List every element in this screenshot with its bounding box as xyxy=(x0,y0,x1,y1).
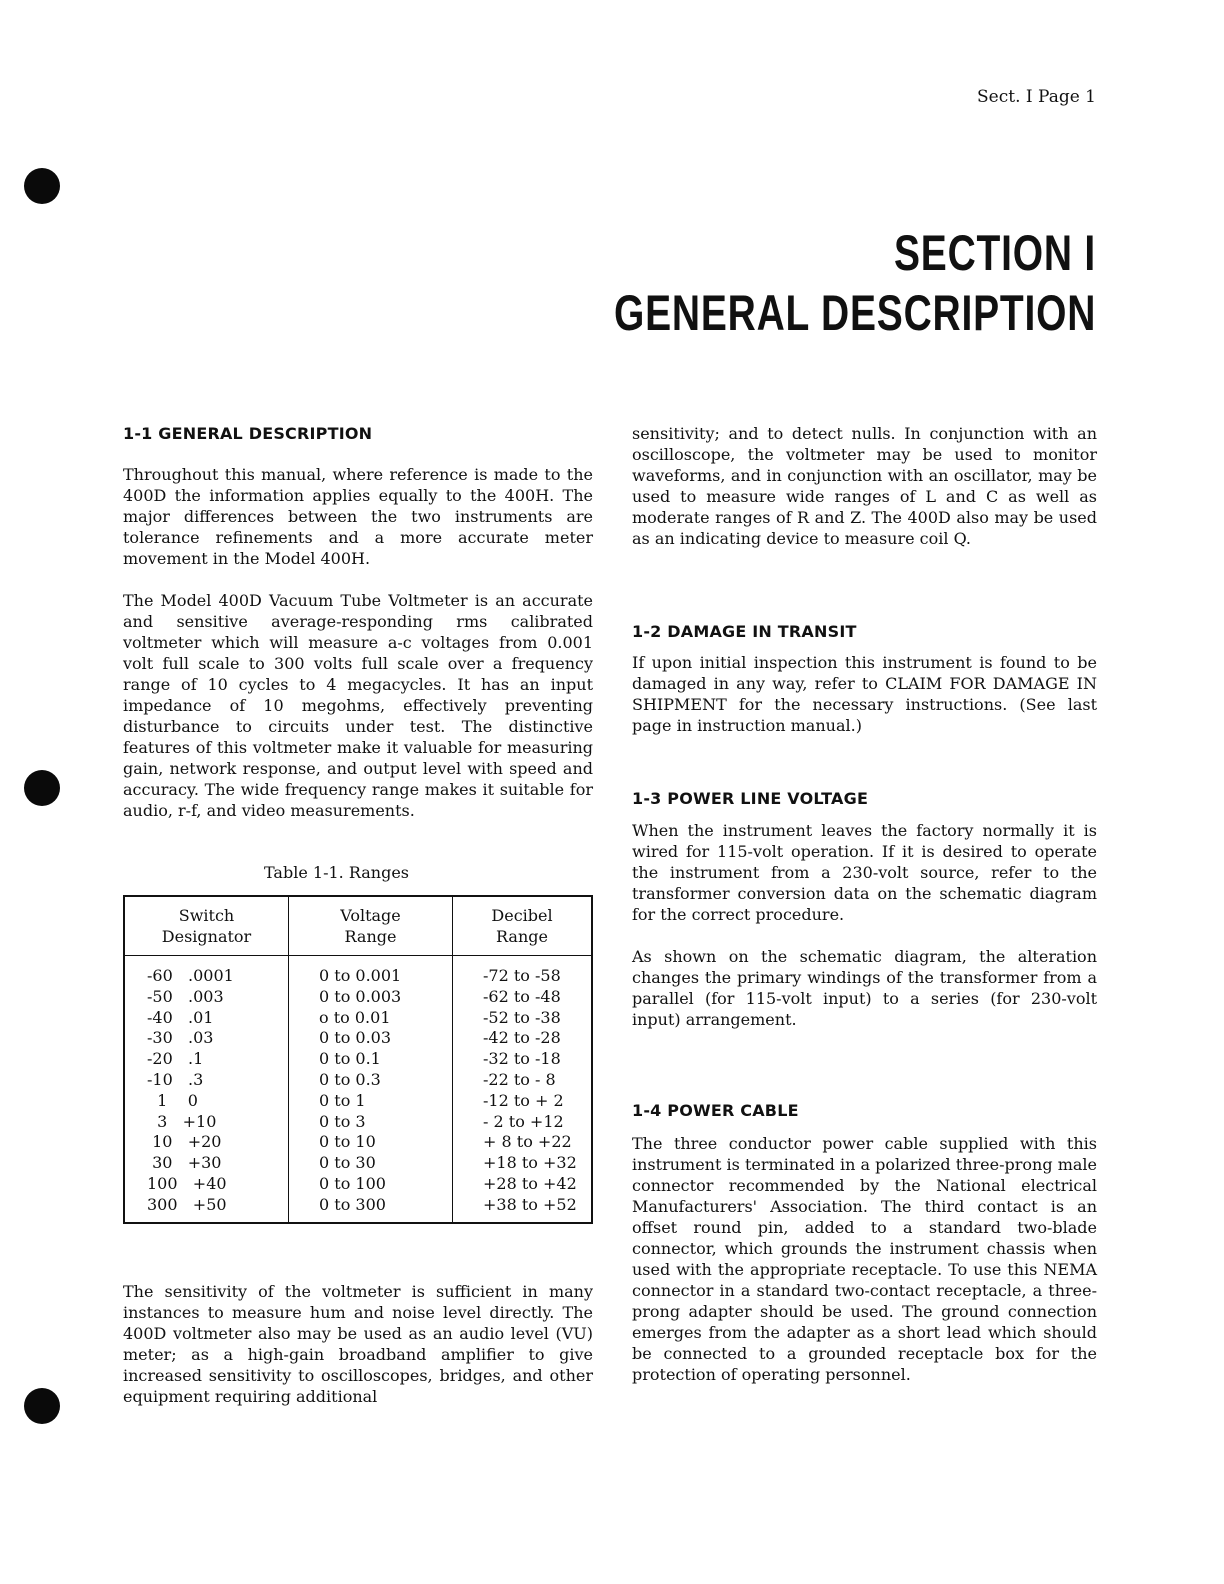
table-row xyxy=(124,1091,592,1112)
punch-hole-top xyxy=(24,168,60,204)
switch-designator-cell: -20 .1 xyxy=(124,1049,289,1070)
decibel-range-cell: - 2 to +12 xyxy=(453,1112,593,1133)
voltage-range-cell: 0 to 0.001 xyxy=(289,956,453,987)
switch-designator-cell: -60 .0001 xyxy=(124,956,289,987)
header-voltage-range: Voltage Range xyxy=(289,896,453,956)
paragraph-text: The Model 400D Vacuum Tube Voltmeter is an accurate and sensitive average-responding rms calibrated voltmeter which will measure a-c voltages from 0.001 volt full scale to 300 volts full scale over a frequency range of 10 cycles to 4 megacycles. It has an input impedance of 10 megohms, effectively preventing disturbance to circuits under test. The distinctive features of this voltmeter make it valuable for measuring gain, network response, and output level with speed and accuracy. The wide frequency range makes it suitable for audio, r-f, and video measurements. xyxy=(123,591,593,820)
decibel-range-cell: +38 to +52 xyxy=(453,1195,593,1223)
paragraph-power-line-2 xyxy=(632,946,1097,1030)
header-decibel-range: Decibel Range xyxy=(453,896,593,956)
decibel-range-cell: -42 to -28 xyxy=(453,1028,593,1049)
section-heading: 1-2 DAMAGE IN TRANSIT xyxy=(632,622,857,641)
table-header-row xyxy=(124,896,592,956)
switch-designator-cell: 10 +20 xyxy=(124,1132,289,1153)
table-row xyxy=(124,1049,592,1070)
table-row xyxy=(124,956,592,987)
paragraph-text: When the instrument leaves the factory normally it is wired for 115-volt operation. If it is desired to operate the instrument from a 230-volt source, refer to the transformer conversion data on the schematic diagram for the correct procedure. xyxy=(632,821,1097,924)
heading-general-description xyxy=(123,424,593,443)
switch-designator-cell: 1 0 xyxy=(124,1091,289,1112)
heading-damage-in-transit xyxy=(632,622,1102,641)
voltage-range-cell: o to 0.01 xyxy=(289,1008,453,1029)
voltage-range-cell: 0 to 30 xyxy=(289,1153,453,1174)
page-reference: Sect. I Page 1 xyxy=(977,87,1096,107)
paragraph-continued xyxy=(632,423,1097,549)
paragraph-power-cable xyxy=(632,1133,1097,1385)
punch-hole-middle xyxy=(24,770,60,806)
decibel-range-cell: -62 to -48 xyxy=(453,987,593,1008)
section-heading: 1-4 POWER CABLE xyxy=(632,1101,799,1120)
table-row xyxy=(124,1070,592,1091)
switch-designator-cell: 30 +30 xyxy=(124,1153,289,1174)
paragraph-text: As shown on the schematic diagram, the alteration changes the primary windings of the transformer from a parallel (for 115-volt input) to a series (for 230-volt input) arrangement. xyxy=(632,947,1097,1029)
voltage-range-cell: 0 to 0.003 xyxy=(289,987,453,1008)
voltage-range-cell: 0 to 300 xyxy=(289,1195,453,1223)
voltage-range-cell: 0 to 0.1 xyxy=(289,1049,453,1070)
paragraph-text: The sensitivity of the voltmeter is sufficient in many instances to measure hum and noise level directly. The 400D voltmeter also may be used as an audio level (VU) meter; as a high-gain broadband amplifier to give increased sensitivity to oscilloscopes, bridges, and other equipment requiring additional xyxy=(123,1282,593,1406)
header-switch-designator: Switch Designator xyxy=(124,896,289,956)
heading-power-line-voltage xyxy=(632,789,1102,808)
voltage-range-cell: 0 to 100 xyxy=(289,1174,453,1195)
table-row xyxy=(124,1028,592,1049)
paragraph-model-description xyxy=(123,590,593,821)
punch-hole-bottom xyxy=(24,1388,60,1424)
decibel-range-cell: +28 to +42 xyxy=(453,1174,593,1195)
decibel-range-cell: + 8 to +22 xyxy=(453,1132,593,1153)
table-row xyxy=(124,1153,592,1174)
paragraph-text: The three conductor power cable supplied with this instrument is terminated in a polarized three-prong male connector recommended by the National electrical Manufacturers' Association. The third contact is an offset round pin, added to a standard two-blade connector, which grounds the instrument chassis when used with the appropriate receptacle. To use this NEMA connector in a standard two-contact receptacle, a three-prong adapter should be used. The ground connection emerges from the adapter as a short lead which should be connected to a grounded receptacle box for the protection of operating personnel. xyxy=(632,1134,1097,1384)
table-row xyxy=(124,1132,592,1153)
paragraph-intro xyxy=(123,464,593,569)
table-row xyxy=(124,1112,592,1133)
voltage-range-cell: 0 to 1 xyxy=(289,1091,453,1112)
switch-designator-cell: -10 .3 xyxy=(124,1070,289,1091)
table-row xyxy=(124,987,592,1008)
switch-designator-cell: -50 .003 xyxy=(124,987,289,1008)
decibel-range-cell: -32 to -18 xyxy=(453,1049,593,1070)
paragraph-power-line-1 xyxy=(632,820,1097,925)
section-heading: 1-1 GENERAL DESCRIPTION xyxy=(123,424,373,443)
decibel-range-cell: -72 to -58 xyxy=(453,956,593,987)
table-row xyxy=(124,1195,592,1223)
voltage-range-cell: 0 to 3 xyxy=(289,1112,453,1133)
decibel-range-cell: -22 to - 8 xyxy=(453,1070,593,1091)
switch-designator-cell: 3 +10 xyxy=(124,1112,289,1133)
decibel-range-cell: -12 to + 2 xyxy=(453,1091,593,1112)
section-name-title: GENERAL DESCRIPTION xyxy=(613,285,1096,341)
table-row xyxy=(124,1174,592,1195)
paragraph-text: Throughout this manual, where reference is made to the 400D the information applies equally to the 400H. The major differences between the two instruments are tolerance refinements and a more accurate meter movement in the Model 400H. xyxy=(123,465,593,568)
table-row xyxy=(124,1008,592,1029)
paragraph-text: sensitivity; and to detect nulls. In conjunction with an oscilloscope, the voltmeter may be used to monitor waveforms, and in conjunction with an oscillator, may be used to measure wide ranges of L and C as well as moderate ranges of R and Z. The 400D also may be used as an indicating device to measure coil Q. xyxy=(632,424,1097,548)
switch-designator-cell: 300 +50 xyxy=(124,1195,289,1223)
voltage-range-cell: 0 to 10 xyxy=(289,1132,453,1153)
section-heading: 1-3 POWER LINE VOLTAGE xyxy=(632,789,869,808)
paragraph-text: If upon initial inspection this instrument is found to be damaged in any way, refer to CLAIM FOR DAMAGE IN SHIPMENT for the necessary instructions. (See last page in instruction manual.) xyxy=(632,653,1097,735)
voltage-range-cell: 0 to 0.03 xyxy=(289,1028,453,1049)
switch-designator-cell: -40 .01 xyxy=(124,1008,289,1029)
paragraph-sensitivity xyxy=(123,1281,593,1407)
voltage-range-cell: 0 to 0.3 xyxy=(289,1070,453,1091)
table-caption: Table 1-1. Ranges xyxy=(264,863,409,882)
decibel-range-cell: -52 to -38 xyxy=(453,1008,593,1029)
ranges-table xyxy=(123,895,593,1224)
paragraph-damage xyxy=(632,652,1097,736)
decibel-range-cell: +18 to +32 xyxy=(453,1153,593,1174)
switch-designator-cell: 100 +40 xyxy=(124,1174,289,1195)
section-number-title: SECTION I xyxy=(893,225,1096,281)
switch-designator-cell: -30 .03 xyxy=(124,1028,289,1049)
heading-power-cable xyxy=(632,1101,1102,1120)
